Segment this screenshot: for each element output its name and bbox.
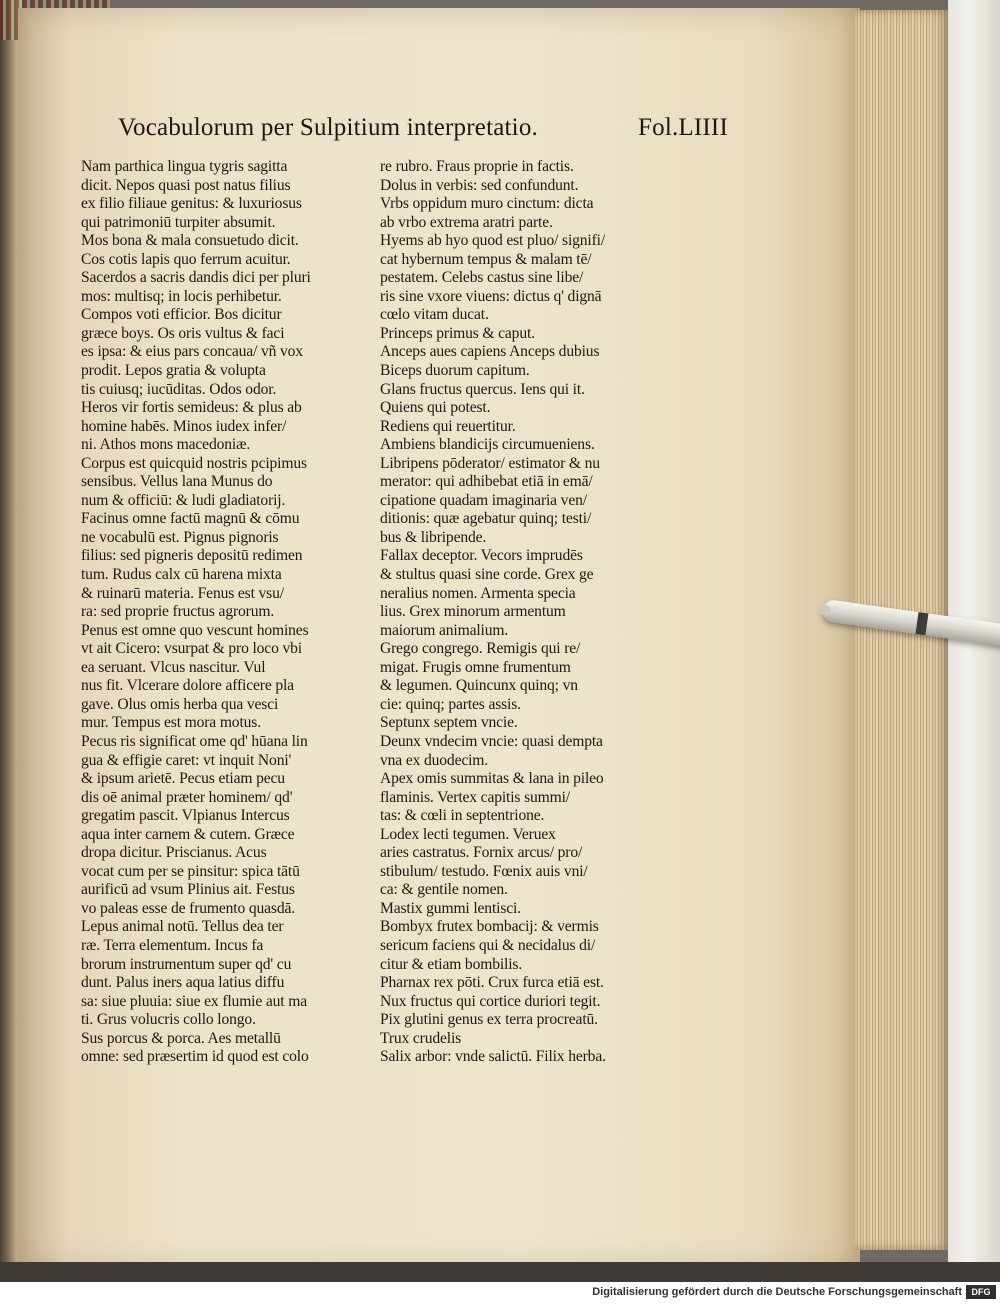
- left-column-line: prodit. Lepos gratia & volupta: [81, 362, 266, 380]
- right-column-line: Grego congrego. Remigis qui re/: [380, 640, 581, 658]
- left-column-line: omne: sed præsertim id quod est colo: [81, 1048, 309, 1066]
- right-column-line: ca: & gentile nomen.: [380, 881, 508, 899]
- right-column-line: tas: & cœli in septentrione.: [380, 807, 545, 825]
- left-column-line: ea seruant. Vlcus nascitur. Vul: [81, 658, 266, 676]
- right-column-line: sericum faciens qui & necidalus di/: [380, 936, 596, 954]
- right-column-line: Hyems ab hyo quod est pluo/ signifi/: [380, 232, 606, 250]
- right-column-line: Trux crudelis: [380, 1029, 462, 1047]
- right-column-line: Princeps primus & caput.: [380, 324, 535, 342]
- right-column-line: Biceps duorum capitum.: [380, 362, 530, 380]
- right-column-line: merator: qui adhibebat etiā in emā/: [380, 473, 593, 491]
- folio-number: Fol.LIIII: [638, 114, 728, 141]
- left-column-line: brorum instrumentum super qd' cu: [81, 955, 292, 973]
- left-column-line: homine habēs. Minos iudex infer/: [81, 417, 287, 435]
- right-column-line: Pharnax rex pōti. Crux furca etiā est.: [380, 974, 604, 992]
- right-column-line: Quiens qui potest.: [380, 399, 491, 417]
- right-column-line: Rediens qui reuertitur.: [380, 417, 516, 435]
- left-column-line: gua & effigie caret: vt inquit Noni': [81, 751, 292, 769]
- right-column-line: ris sine vxore viuens: dictus q' dignā: [380, 287, 602, 305]
- right-column-line: lius. Grex minorum armentum: [380, 603, 566, 621]
- left-column-line: Compos voti efficior. Bos dicitur: [81, 306, 282, 324]
- left-column-line: dunt. Palus iners aqua latius diffu: [81, 974, 285, 992]
- right-column-line: & stultus quasi sine corde. Grex ge: [380, 566, 594, 584]
- left-column-line: tum. Rudus calx cū harena mixta: [81, 566, 282, 584]
- right-column-line: Bombyx frutex bombacij: & vermis: [380, 918, 599, 936]
- left-column-line: dropa dicitur. Priscianus. Acus: [81, 844, 267, 862]
- right-column-line: neralius nomen. Armenta specia: [380, 584, 576, 602]
- left-column-line: Penus est omne quo vescunt homines: [81, 621, 309, 639]
- right-column-line: Pix glutini genus ex terra procreatū.: [380, 1011, 598, 1029]
- right-column-line: cie: quinq; partes assis.: [380, 695, 521, 713]
- left-column-line: mur. Tempus est mora motus.: [81, 714, 261, 732]
- funding-credit: Digitalisierung gefördert durch die Deutsche Forschungsgemeinschaft: [592, 1286, 962, 1298]
- right-column-line: cat hybernum tempus & malam tē/: [380, 250, 592, 268]
- left-column-line: Lepus animal notū. Tellus dea ter: [81, 918, 284, 936]
- left-column-line: Sacerdos a sacris dandis dici per pluri: [81, 269, 311, 287]
- left-column-line: es ipsa: & eius pars concaua/ vñ vox: [81, 343, 303, 361]
- right-column-line: Vrbs oppidum muro cinctum: dicta: [380, 195, 594, 213]
- right-column-line: pestatem. Celebs castus sine libe/: [380, 269, 584, 287]
- left-column-line: Cos cotis lapis quo ferrum acuitur.: [81, 250, 291, 268]
- left-column-line: ti. Grus volucris collo longo.: [81, 1011, 256, 1029]
- left-column-line: græce boys. Os oris vultus & faci: [81, 324, 285, 342]
- left-column-line: tis cuiusq; iucūditas. Odos odor.: [81, 380, 277, 398]
- left-column-line: filius: sed pigneris depositū redimen: [81, 547, 303, 565]
- right-column-line: flaminis. Vertex capitis summi/: [380, 788, 570, 806]
- left-column-line: mos: multisq; in locis perhibetur.: [81, 287, 282, 305]
- right-column-line: migat. Frugis omne frumentum: [380, 658, 571, 676]
- left-column-line: aurificū ad vsum Plinius ait. Festus: [81, 881, 295, 899]
- dfg-logo: DFG: [966, 1285, 996, 1299]
- right-column-line: Nux fructus qui cortice duriori tegit.: [380, 992, 601, 1010]
- left-column-line: sa: siue pluuia: siue ex flumie aut ma: [81, 992, 307, 1010]
- right-column-line: Anceps aues capiens Anceps dubius: [380, 343, 600, 361]
- left-column-line: dis oē animal præter hominem/ qd': [81, 788, 293, 806]
- right-column-line: stibulum/ testudo. Fœnix auis vni/: [380, 862, 588, 880]
- right-column-line: aries castratus. Fornix arcus/ pro/: [380, 844, 583, 862]
- right-column-line: Septunx septem vncie.: [380, 714, 518, 732]
- left-column-line: Facinus omne factū magnū & cōmu: [81, 510, 300, 528]
- left-column-line: Mos bona & mala consuetudo dicit.: [81, 232, 299, 250]
- left-column-line: Corpus est quicquid nostris pcipimus: [81, 454, 307, 472]
- right-column-line: Fallax deceptor. Vecors imprudēs: [380, 547, 583, 565]
- left-column-line: ex filio filiaue genitus: & luxuriosus: [81, 195, 302, 213]
- left-column-line: & ruinarū materia. Fenus est vsu/: [81, 584, 284, 602]
- right-column-line: Glans fructus quercus. Iens qui it.: [380, 380, 585, 398]
- left-column-line: ne vocabulū est. Pignus pignoris: [81, 528, 279, 546]
- right-column-line: Salix arbor: vnde salictū. Filix herba.: [380, 1048, 606, 1066]
- left-column-line: aqua inter carnem & cutem. Græce: [81, 825, 295, 843]
- right-column-line: Apex omis summitas & lana in pileo: [380, 770, 604, 788]
- left-column-line: qui patrimoniū turpiter absumit.: [81, 213, 276, 231]
- right-column-line: vna ex duodecim.: [380, 751, 489, 769]
- right-column-line: ditionis: quæ agebatur quinq; testi/: [380, 510, 592, 528]
- left-column-line: Nam parthica lingua tygris sagitta: [81, 158, 288, 175]
- right-column-line: Libripens pōderator/ estimator & nu: [380, 454, 600, 472]
- left-column-line: num & officiū: & ludi gladiatorij.: [81, 491, 286, 509]
- left-column-line: & ipsum arietē. Pecus etiam pecu: [81, 770, 285, 788]
- left-column-line: vt ait Cicero: vsurpat & pro loco vbi: [81, 640, 302, 658]
- left-column-line: sensibus. Vellus lana Munus do: [81, 473, 273, 491]
- left-column-line: ni. Athos mons macedoniæ.: [81, 436, 251, 454]
- running-header: [118, 114, 728, 150]
- right-text-column: [380, 158, 692, 1067]
- scan-bottom-shadow: [0, 1262, 1000, 1282]
- right-column-line: cipatione quadam imaginaria ven/: [380, 491, 587, 509]
- left-column-line: ræ. Terra elementum. Incus fa: [81, 936, 264, 954]
- right-column-line: Ambiens blandicijs circumueniens.: [380, 436, 595, 454]
- left-column-line: gregatim pascit. Vlpianus Intercus: [81, 807, 290, 825]
- left-column-line: vo paleas esse de frumento quasdā.: [81, 899, 296, 917]
- left-column-line: dicit. Nepos quasi post natus filius: [81, 176, 291, 194]
- right-column-line: citur & etiam bombilis.: [380, 955, 523, 973]
- right-column-line: maiorum animalium.: [380, 621, 509, 639]
- book-page: [18, 8, 860, 1270]
- right-column-line: ab vrbo extrema aratri parte.: [380, 213, 553, 231]
- right-column-line: cœlo vitam ducat.: [380, 306, 489, 324]
- left-column-line: Pecus ris significat ome qd' hūana lin: [81, 732, 308, 750]
- running-title: Vocabulorum per Sulpitium interpretatio.: [118, 114, 538, 141]
- pen-band: [915, 612, 928, 635]
- footer-bar: [0, 1282, 1000, 1304]
- left-column-line: vocat cum per se pinsitur: spica tātū: [81, 862, 300, 880]
- right-column-line: Dolus in verbis: sed confundunt.: [380, 176, 579, 194]
- right-column-line: Deunx vndecim vncie: quasi dempta: [380, 732, 603, 750]
- left-column-line: Heros vir fortis semideus: & plus ab: [81, 399, 302, 417]
- right-column-line: Mastix gummi lentisci.: [380, 899, 521, 917]
- pen-tip: [818, 604, 831, 616]
- right-column-line: bus & libripende.: [380, 528, 487, 546]
- left-text-column: [81, 158, 373, 1067]
- right-column-line: & legumen. Quincunx quinq; vn: [380, 677, 578, 695]
- right-column-line: re rubro. Fraus proprie in factis.: [380, 158, 574, 175]
- left-column-line: gave. Olus omis herba qua vesci: [81, 695, 279, 713]
- right-column-line: Lodex lecti tegumen. Veruex: [380, 825, 556, 843]
- left-column-line: nus fit. Vlcerare dolore afficere pla: [81, 677, 294, 695]
- left-column-line: Sus porcus & porca. Aes metallū: [81, 1029, 281, 1047]
- left-column-line: ra: sed proprie fructus agrorum.: [81, 603, 275, 621]
